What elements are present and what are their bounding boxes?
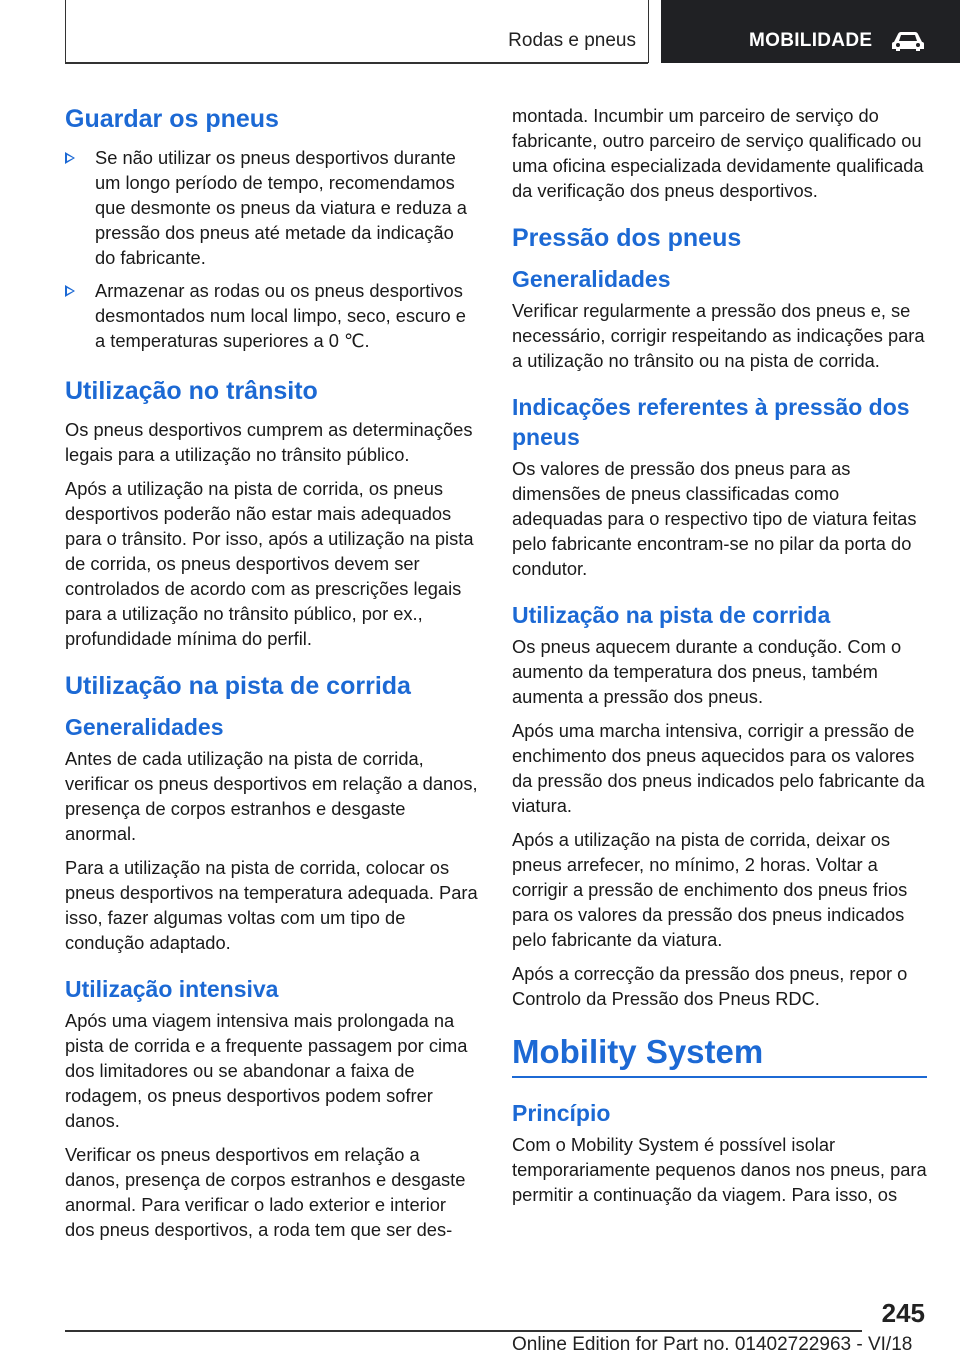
heading-guardar-pneus: Guardar os pneus: [65, 105, 279, 133]
header-separator: [648, 0, 649, 63]
heading-pressao-pneus: Pressão dos pneus: [512, 224, 742, 252]
paragraph: Após uma viagem intensiva mais prolongada na pista de corrida e a frequente passagem por cima dos limitadores ou se abandonar a faixa de rodagem, os pneus desportivos podem sofrer danos.: [65, 1010, 468, 1131]
storage-bullet-list: [65, 145, 479, 353]
subheading-indicacoes-pressao: Indicações referentes à pressão dos pneus: [512, 394, 910, 450]
left-column: [65, 103, 479, 1251]
paragraph: Antes de cada utilização na pista de corrida, verificar os pneus desportivos em relação a danos, presença de corpos estranhos e desgaste anormal.: [65, 748, 478, 844]
car-icon: [891, 30, 925, 52]
page-number: 245: [881, 1298, 925, 1328]
bullet-triangle-icon: [65, 152, 75, 164]
paragraph: Verificar os pneus desportivos em relação a danos, presença de corpos estranhos e desgaste anormal. Para verificar o lado exterior e interior dos pneus desportivos, a roda tem que ser des-: [65, 1144, 466, 1240]
heading-pista-corrida: Utilização na pista de corrida: [65, 672, 411, 700]
heading-utilizacao-transito: Utilização no trânsito: [65, 377, 318, 405]
paragraph: Após a utilização na pista de corrida, os pneus desportivos poderão não estar mais adequados para o trânsito. Por isso, após a utilização na pista de corrida, os pneus desportivos devem ser controlados de acordo com as prescrições legais para a utilização no trânsito público, por ex., profundidade mínima do perfil.: [65, 478, 474, 649]
footer-rule: [65, 1330, 862, 1332]
list-item: Se não utilizar os pneus desportivos durante um longo período de tempo, recomendamos que desmonte os pneus da viatura e reduza a pressão dos pneus até metade da indicação do fabricante.: [65, 145, 479, 270]
paragraph: Os pneus aquecem durante a condução. Com o aumento da temperatura dos pneus, também aumenta a pressão dos pneus.: [512, 636, 902, 707]
paragraph: montada. Incumbir um parceiro de serviço do fabricante, outro parceiro de serviço qualificado ou uma oficina especializada devidamente qualificada da verificação dos pneus desportivos.: [512, 105, 924, 201]
subheading-generalidades: Generalidades: [65, 714, 224, 740]
right-column: [512, 103, 927, 1216]
header-bottom-rule: [65, 62, 648, 64]
subheading-generalidades: Generalidades: [512, 266, 671, 292]
paragraph: Com o Mobility System é possível isolar temporariamente pequenos danos nos pneus, para permitir a continuação da viagem. Para isso, os: [512, 1134, 927, 1205]
paragraph: Após a correcção da pressão dos pneus, repor o Controlo da Pressão dos Pneus RDC.: [512, 963, 908, 1009]
paragraph: Verificar regularmente a pressão dos pneus e, se necessário, corrigir respeitando as indicações para a utilização no trânsito ou na pista de corrida.: [512, 300, 925, 371]
paragraph: Após uma marcha intensiva, corrigir a pressão de enchimento dos pneus aquecidos para os valores da pressão dos pneus indicados pelo fabricante da viatura.: [512, 720, 925, 816]
header-section-title: Rodas e pneus: [508, 30, 636, 51]
subheading-principio: Princípio: [512, 1100, 611, 1126]
header-left-rule: [65, 0, 66, 62]
bullet-triangle-icon: [65, 285, 75, 297]
heading-mobility-system: Mobility System: [512, 1033, 764, 1070]
paragraph: Os valores de pressão dos pneus para as dimensões de pneus classificadas como adequadas para o respectivo tipo de viatura feitas pelo fabricante encontram-se no pilar da porta do condutor.: [512, 458, 917, 579]
footer-edition: Online Edition for Part no. 01402722963 - VI/18: [512, 1334, 913, 1355]
paragraph: Após a utilização na pista de corrida, deixar os pneus arrefecer, no mínimo, 2 horas. Voltar a corrigir a pressão de enchimento dos pneus frios para os valores da pressão dos pneus indicados pelo fabricante da viatura.: [512, 829, 908, 950]
chapter-tab-label: MOBILIDADE: [749, 30, 873, 51]
subheading-pista-corrida: Utilização na pista de corrida: [512, 602, 831, 628]
header-chapter-tab: [661, 0, 960, 63]
list-item: Armazenar as rodas ou os pneus desportivos desmontados num local limpo, seco, escuro e a temperaturas superiores a 0 ℃.: [65, 278, 479, 353]
heading-underline: [512, 1076, 927, 1078]
subheading-utilizacao-intensiva: Utilização intensiva: [65, 976, 279, 1002]
paragraph: Os pneus desportivos cumprem as determinações legais para a utilização no trânsito público.: [65, 419, 473, 465]
paragraph: Para a utilização na pista de corrida, colocar os pneus desportivos na temperatura adequada. Para isso, fazer algumas voltas com um tipo de condução adaptado.: [65, 857, 478, 953]
